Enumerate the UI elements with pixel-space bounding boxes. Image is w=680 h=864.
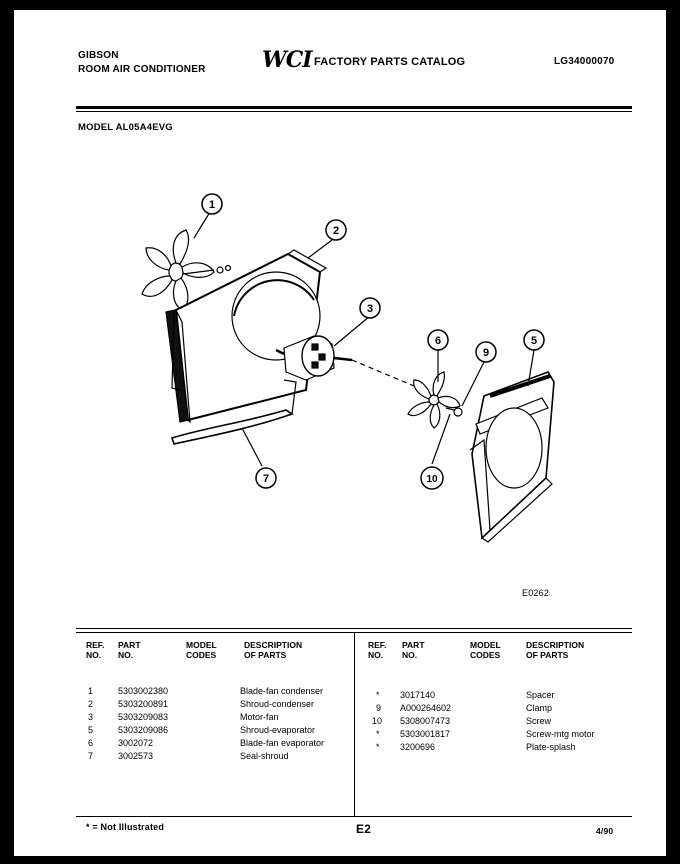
callout-3 xyxy=(360,298,380,318)
svg-text:9: 9 xyxy=(482,347,490,359)
table-cell-part: 5303200891 xyxy=(118,699,169,709)
evaporator-shroud xyxy=(470,372,554,542)
table-cell-desc: Seal-shroud xyxy=(240,751,289,761)
table-cell-desc: Shroud-condenser xyxy=(240,699,315,709)
table-cell-desc: Blade-fan condenser xyxy=(240,686,324,696)
callout-1 xyxy=(202,194,222,214)
right-header-ref: REF. NO. xyxy=(368,640,387,660)
wci-logo: WCI xyxy=(262,47,312,73)
table-cell-ref: * xyxy=(376,742,380,752)
table-cell-desc: Clamp xyxy=(526,703,553,713)
table-top-rule xyxy=(76,628,632,629)
table-cell-ref: 3 xyxy=(88,712,94,722)
table-cell-desc: Screw-mtg motor xyxy=(526,729,595,739)
right-header-part: PART NO. xyxy=(402,640,425,660)
catalog-title: FACTORY PARTS CATALOG xyxy=(314,56,466,68)
svg-text:7: 7 xyxy=(262,473,270,485)
table-cell-ref: 7 xyxy=(88,751,94,761)
table-cell-part: 5308007473 xyxy=(400,716,451,726)
catalog-page xyxy=(14,10,666,856)
not-illustrated-note: * = Not Illustrated xyxy=(86,822,165,832)
left-header-ref: REF. NO. xyxy=(86,640,105,660)
callout-6 xyxy=(428,330,448,350)
diagram-code: E0262 xyxy=(522,588,550,598)
left-header-model: MODEL CODES xyxy=(186,640,217,660)
callout-5 xyxy=(524,330,544,350)
revision-date: 4/90 xyxy=(596,826,614,836)
brand-name: GIBSON xyxy=(78,50,119,61)
table-bottom-rule xyxy=(76,816,632,817)
table-cell-part: 5303002380 xyxy=(118,686,169,696)
callout-7 xyxy=(256,468,276,488)
table-cell-part: 5303209083 xyxy=(118,712,169,722)
svg-text:6: 6 xyxy=(434,335,442,347)
right-header-model: MODEL CODES xyxy=(470,640,501,660)
table-cell-part: 3200696 xyxy=(400,742,436,752)
table-cell-part: 3002072 xyxy=(118,738,154,748)
table-cell-ref: 5 xyxy=(88,725,94,735)
table-cell-desc: Plate-splash xyxy=(526,742,576,752)
table-cell-ref: 2 xyxy=(88,699,94,709)
table-cell-desc: Blade-fan evaporator xyxy=(240,738,325,748)
model-label: MODEL AL05A4EVG xyxy=(78,122,173,133)
left-header-description: DESCRIPTION OF PARTS xyxy=(244,640,303,660)
table-cell-ref: 6 xyxy=(88,738,94,748)
table-cell-desc: Spacer xyxy=(526,690,555,700)
page-number: E2 xyxy=(356,822,372,836)
callout-10 xyxy=(421,467,443,489)
svg-text:1: 1 xyxy=(208,199,216,211)
catalog-code: LG34000070 xyxy=(554,56,615,67)
table-center-divider xyxy=(354,632,355,816)
table-cell-ref: * xyxy=(376,690,380,700)
callout-2 xyxy=(326,220,346,240)
table-cell-ref: 1 xyxy=(88,686,94,696)
table-cell-desc: Motor-fan xyxy=(240,712,279,722)
svg-text:2: 2 xyxy=(332,225,340,237)
svg-text:5: 5 xyxy=(530,335,538,347)
product-name: ROOM AIR CONDITIONER xyxy=(78,64,206,75)
table-cell-part: 3002573 xyxy=(118,751,154,761)
table-cell-part: 5303209086 xyxy=(118,725,169,735)
svg-text:10: 10 xyxy=(426,474,438,485)
evaporator-fan-blade xyxy=(408,372,460,428)
clamp-part xyxy=(454,408,462,416)
table-cell-desc: Screw xyxy=(526,716,552,726)
svg-text:3: 3 xyxy=(366,303,374,315)
table-cell-ref: 10 xyxy=(372,716,383,726)
table-cell-ref: * xyxy=(376,729,380,739)
right-header-description: DESCRIPTION OF PARTS xyxy=(526,640,585,660)
left-header-part: PART NO. xyxy=(118,640,141,660)
table-cell-part: 3017140 xyxy=(400,690,436,700)
table-cell-ref: 9 xyxy=(376,703,382,713)
table-cell-part: 5303001817 xyxy=(400,729,451,739)
callout-9 xyxy=(476,342,496,362)
table-cell-part: A000264602 xyxy=(400,703,452,713)
table-cell-desc: Shroud-evaporator xyxy=(240,725,316,735)
